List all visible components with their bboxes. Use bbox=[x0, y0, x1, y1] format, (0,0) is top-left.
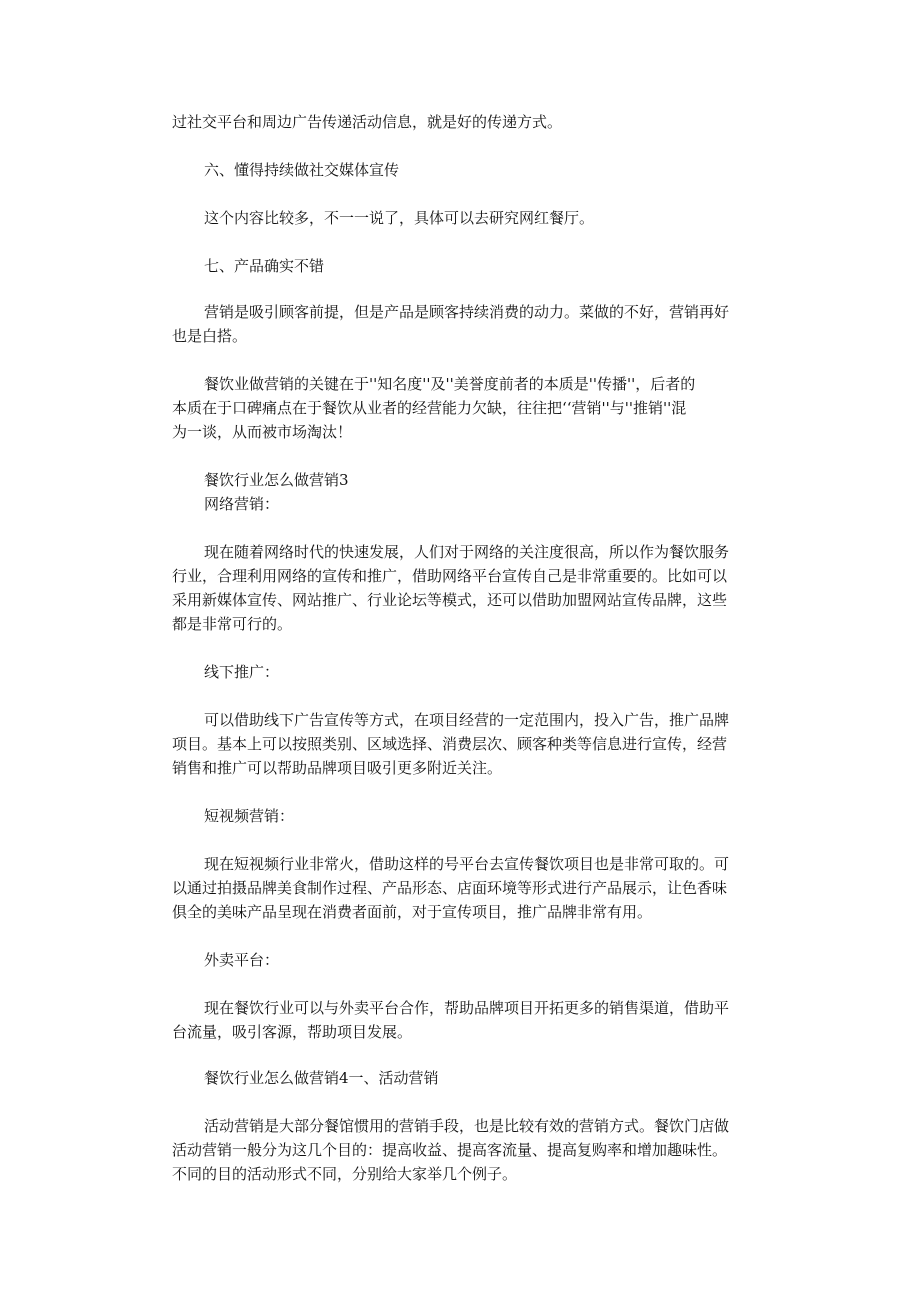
subheading: 短视频营销： bbox=[204, 807, 295, 825]
paragraph-line: 都是非常可行的。 bbox=[172, 615, 293, 633]
paragraph-line: 台流量，吸引客源，帮助项目发展。 bbox=[172, 1023, 413, 1041]
paragraph-line: 不同的目的活动形式不同，分别给大家举几个例子。 bbox=[172, 1165, 518, 1183]
paragraph-line: 采用新媒体宣传、网站推广、行业论坛等模式，还可以借助加盟网站宣传品牌，这些 bbox=[172, 591, 728, 609]
subheading: 线下推广： bbox=[204, 663, 280, 681]
paragraph-line: 可以借助线下广告宣传等方式，在项目经营的一定范围内，投入广告，推广品牌 bbox=[204, 711, 730, 729]
paragraph-line: 本质在于口碑痛点在于餐饮从业者的经营能力欠缺，往往把‘‘营销''与''推销''混 bbox=[172, 399, 687, 417]
paragraph-line: 俱全的美味产品呈现在消费者面前，对于宣传项目，推广品牌非常有用。 bbox=[172, 903, 653, 921]
subheading: 外卖平台： bbox=[204, 951, 280, 969]
section-heading: 六、懂得持续做社交媒体宣传 bbox=[204, 161, 400, 179]
paragraph-line: 这个内容比较多，不一一说了，具体可以去研究网红餐厅。 bbox=[204, 209, 595, 227]
paragraph-line: 餐饮业做营销的关键在于''知名度''及''美誉度前者的本质是''传播''，后者的 bbox=[204, 375, 696, 393]
section-heading: 餐饮行业怎么做营销4一、活动营销 bbox=[204, 1069, 439, 1087]
paragraph-line: 过社交平台和周边广告传递活动信息，就是好的传递方式。 bbox=[172, 113, 563, 131]
paragraph-line: 也是白搭。 bbox=[172, 327, 248, 345]
paragraph-line: 现在随着网络时代的快速发展，人们对于网络的关注度很高，所以作为餐饮服务 bbox=[204, 543, 730, 561]
paragraph-line: 营销是吸引顾客前提，但是产品是顾客持续消费的动力。菜做的不好，营销再好 bbox=[204, 303, 730, 321]
paragraph-line: 销售和推广可以帮助品牌项目吸引更多附近关注。 bbox=[172, 759, 503, 777]
paragraph-line: 活动营销一般分为这几个目的：提高收益、提高客流量、提高复购率和增加趣味性。 bbox=[172, 1141, 728, 1159]
section-heading: 餐饮行业怎么做营销3 bbox=[204, 471, 349, 489]
paragraph-line: 活动营销是大部分餐馆惯用的营销手段，也是比较有效的营销方式。餐饮门店做 bbox=[204, 1117, 730, 1135]
paragraph-line: 以通过拍摄品牌美食制作过程、产品形态、店面环境等形式进行产品展示，让色香味 bbox=[172, 879, 728, 897]
paragraph-line: 为一谈，从而被市场淘汰！ bbox=[172, 423, 353, 441]
paragraph-line: 现在短视频行业非常火，借助这样的号平台去宣传餐饮项目也是非常可取的。可 bbox=[204, 855, 730, 873]
subheading: 网络营销： bbox=[204, 495, 280, 513]
paragraph-line: 行业，合理利用网络的宣传和推广，借助网络平台宣传自己是非常重要的。比如可以 bbox=[172, 567, 728, 585]
section-heading: 七、产品确实不错 bbox=[204, 257, 325, 275]
paragraph-line: 项目。基本上可以按照类别、区域选择、消费层次、顾客种类等信息进行宣传，经营 bbox=[172, 735, 728, 753]
paragraph-line: 现在餐饮行业可以与外卖平台合作，帮助品牌项目开拓更多的销售渠道，借助平 bbox=[204, 999, 730, 1017]
